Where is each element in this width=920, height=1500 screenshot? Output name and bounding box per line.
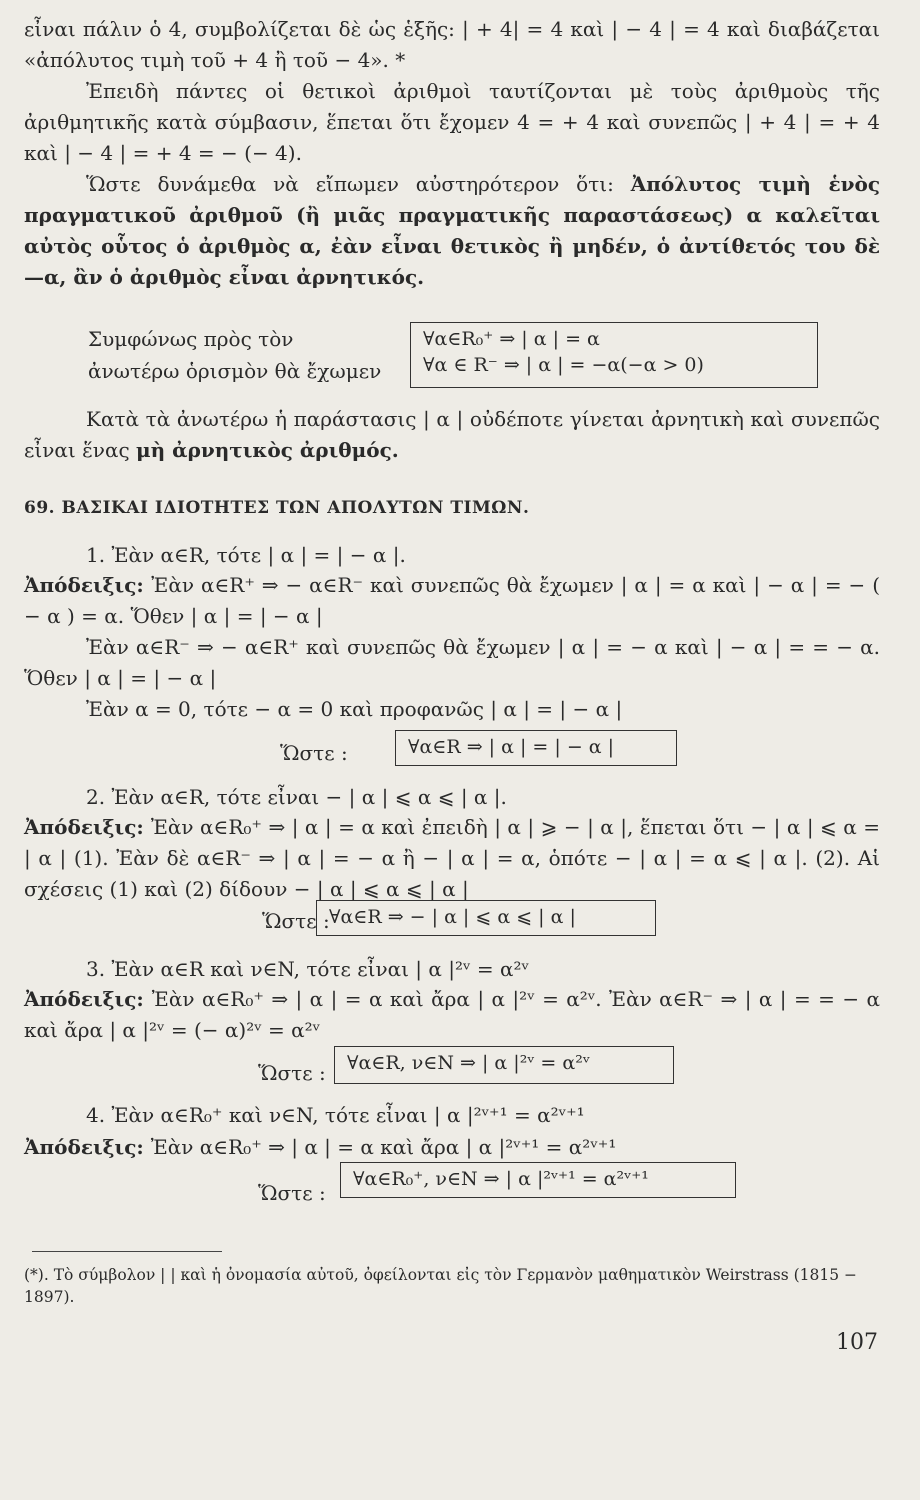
property-3-hoste: Ὥστε : [258,1061,326,1085]
property-1-proof-a [24,570,880,632]
property-3-proof [24,984,880,1046]
property-2-result-box: ∀α∈R ⇒ − | α | ⩽ α ⩽ | α | [316,900,656,936]
proof-text: Ἐὰν α∈R⁺ ⇒ − α∈R⁻ καὶ συνεπῶς θὰ ἔχωμεν | α | = α καὶ | − α | = − ( − α ) = α. Ὅθεν | α | = | − α | [24,573,881,628]
absolute-value-definition: Ἀπόλυτος τιμὴ ἑνὸς πραγματικοῦ ἀριθμοῦ (ἢ μιᾶς πραγματικῆς παραστάσεως) α καλεῖται αὐτὸς οὗτος ὁ ἀριθμὸς α, ἐὰν εἶναι θετικὸς ἢ μηδέν, ὁ ἀντίθετός του δὲ —α, ἂν ὁ ἀριθμὸς εἶναι ἀρνητικός. [24,172,880,289]
text-p1: εἶναι πάλιν ὁ 4, συμβολίζεται δὲ ὡς ἑξῆς: | + 4| = 4 καὶ | − 4 | = 4 καὶ διαβάζεται «ἀπόλυτος τιμὴ τοῦ + 4 ἢ τοῦ − 4». * [24,17,880,72]
definition-label-1: Συμφώνως πρὸς τὸν [88,327,294,351]
page-number: 107 [836,1330,878,1355]
proof-label: Ἀπόδειξις: [24,1135,151,1159]
proof-label: Ἀπόδειξις: [24,815,151,839]
property-1-hoste: Ὥστε : [280,741,348,765]
footnote: (*). Τὸ σύμβολον | | καὶ ἡ ὀνομασία αὐτοῦ, ὀφείλονται εἰς τὸν Γερμανὸν μαθηματικὸν Weirstrass (1815 − 1897). [24,1266,858,1306]
property-4-hoste: Ὥστε : [258,1181,326,1205]
property-3-result-box: ∀α∈R, ν∈N ⇒ | α |²ᵛ = α²ᵛ [334,1046,674,1084]
property-2-statement: 2. Ἐὰν α∈R, τότε εἶναι − | α | ⩽ α ⩽ | α |. [86,785,507,809]
property-1-result-box: ∀α∈R ⇒ | α | = | − α | [395,730,677,766]
definition-box [410,322,818,388]
property-4-proof [24,1132,880,1163]
proof-text: Ἐὰν α∈R₀⁺ ⇒ | α | = α καὶ ἄρα | α |²ᵛ⁺¹ = α²ᵛ⁺¹ [150,1135,617,1159]
paragraph-nonnegative [24,404,880,466]
proof-label: Ἀπόδειξις: [24,573,152,597]
property-4-result-box: ∀α∈R₀⁺, ν∈N ⇒ | α |²ᵛ⁺¹ = α²ᵛ⁺¹ [340,1162,736,1198]
text-p2: Ἐπειδὴ πάντες οἱ θετικοὶ ἀριθμοὶ ταυτίζονται μὲ τοὺς ἀριθμοὺς τῆς ἀριθμητικῆς κατὰ σύμβασιν, ἕπεται ὅτι ἔχομεν 4 = + 4 καὶ συνεπῶς | + 4 | = + 4 καὶ | − 4 | = + 4 = − (− 4). [24,79,880,165]
text-p4-lead: Κατὰ τὰ ἀνωτέρω ἡ παράστασις | α | οὐδέποτε γίνεται ἀρνητικὴ καὶ συνεπῶς εἶναι ἕνας [24,407,880,462]
proof-text: Ἐὰν α∈R₀⁺ ⇒ | α | = α καὶ ἄρα | α |²ᵛ = α²ᵛ. Ἐὰν α∈R⁻ ⇒ | α | = = − α καὶ ἄρα | α |²ᵛ = (− α)²ᵛ = α²ᵛ [24,987,881,1042]
property-1-statement: 1. Ἐὰν α∈R, τότε | α | = | − α |. [86,543,406,567]
definition-rule-positive: ∀α∈R₀⁺ ⇒ | α | = α [423,328,600,350]
paragraph-positive-numbers [24,76,880,169]
text-p3-lead: Ὥστε δυνάμεθα νὰ εἴπωμεν αὐστηρότερον ὅτι: [86,172,631,196]
property-4-statement: 4. Ἐὰν α∈R₀⁺ καὶ ν∈N, τότε εἶναι | α |²ᵛ⁺¹ = α²ᵛ⁺¹ [86,1103,585,1127]
property-2-hoste: Ὥστε : [262,909,330,933]
text-p4-bold: μὴ ἀρνητικὸς ἀριθμός. [136,438,399,462]
definition-rule-negative: ∀α ∈ R⁻ ⇒ | α | = −α(−α > 0) [423,354,704,376]
proof-text: Ἐὰν α∈R₀⁺ ⇒ | α | = α καὶ ἐπειδὴ | α | ⩾ − | α |, ἕπεται ὅτι − | α | ⩽ α = | α | (1). Ἐὰν δὲ α∈R⁻ ⇒ | α | = − α ἢ − | α | = α, ὁπότε − | α | = α ⩽ | α |. (2). Αἱ σχέσεις (1) καὶ (2) δίδουν − | α | ⩽ α ⩽ | α | [24,815,880,901]
definition-label-2: ἀνωτέρω ὁρισμὸν θὰ ἔχωμεν [88,359,382,383]
property-1-proof-c: Ἐὰν α = 0, τότε − α = 0 καὶ προφανῶς | α | = | − α | [86,697,623,721]
section-title: 69. ΒΑΣΙΚΑΙ ΙΔΙΟΤΗΤΕΣ ΤΩΝ ΑΠΟΛΥΤΩΝ ΤΙΜΩΝ. [24,498,530,518]
property-2-proof [24,812,880,905]
paragraph-intro [24,14,880,76]
property-3-statement: 3. Ἐὰν α∈R καὶ ν∈N, τότε εἶναι | α |²ᵛ = α²ᵛ [86,957,529,981]
proof-label: Ἀπόδειξις: [24,987,152,1011]
paragraph-definition [24,169,880,293]
property-1-proof-b: Ἐὰν α∈R⁻ ⇒ − α∈R⁺ καὶ συνεπῶς θὰ ἔχωμεν | α | = − α καὶ | − α | = = − α. Ὅθεν | α | = | − α | [24,635,880,690]
footnote-rule [32,1251,222,1252]
